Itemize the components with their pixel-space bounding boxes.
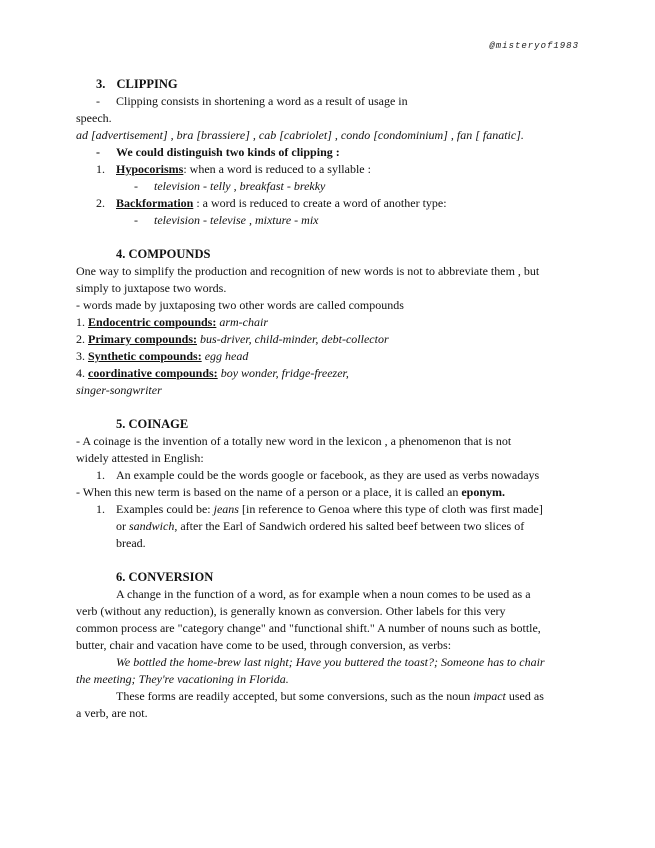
compounds-heading: 4. COMPOUNDS bbox=[116, 247, 211, 261]
term: eponym. bbox=[461, 485, 505, 499]
list-item-text: We could distinguish two kinds of clipping : bbox=[116, 145, 340, 159]
list-item bbox=[76, 314, 268, 331]
example-text: singer-songwriter bbox=[76, 383, 162, 397]
paragraph-text bbox=[116, 688, 544, 705]
list-item bbox=[96, 195, 447, 212]
term: Hypocorisms bbox=[116, 162, 184, 176]
list-item bbox=[96, 93, 408, 110]
list-item-text: or bbox=[116, 519, 129, 533]
bullet-dash: - bbox=[134, 213, 138, 227]
conversion-heading: 6. CONVERSION bbox=[116, 570, 214, 584]
term: Primary compounds: bbox=[88, 332, 197, 346]
term: coordinative compounds: bbox=[88, 366, 218, 380]
list-item bbox=[76, 348, 248, 365]
example-text: the meeting; They're vacationing in Florida. bbox=[76, 672, 289, 686]
list-number: 1. bbox=[76, 315, 88, 329]
example-text: egg head bbox=[201, 349, 249, 363]
list-item bbox=[134, 212, 319, 229]
example-text: television - telly , breakfast - brekky bbox=[154, 179, 326, 193]
paragraph-text: One way to simplify the production and recognition of new words is not to abbreviate them , but bbox=[76, 264, 540, 278]
paragraph-text: Clipping consists in shortening a word as a result of usage in bbox=[116, 94, 408, 108]
bullet-dash: - bbox=[96, 94, 100, 108]
heading-number: 3. bbox=[96, 77, 106, 91]
list-number: 1. bbox=[96, 502, 105, 516]
example-text: jeans bbox=[213, 502, 239, 516]
coinage-heading: 5. COINAGE bbox=[116, 417, 189, 431]
example-text: sandwich bbox=[129, 519, 175, 533]
clipping-examples: ad [advertisement] , bra [brassiere] , cab [cabriolet] , condo [condominium] , fan [ fanatic]. bbox=[76, 128, 524, 142]
list-item bbox=[96, 501, 543, 518]
example-text: We bottled the home-brew last night; Have you buttered the toast?; Someone has to chair bbox=[116, 655, 545, 669]
watermark: @misteryof1983 bbox=[489, 41, 579, 51]
term: Backformation bbox=[116, 196, 194, 210]
paragraph-text: - A coinage is the invention of a totally new word in the lexicon , a phenomenon that is not bbox=[76, 434, 512, 448]
list-number: 3. bbox=[76, 349, 88, 363]
paragraph-text: speech. bbox=[76, 111, 112, 125]
list-item bbox=[134, 178, 326, 195]
list-number: 1. bbox=[96, 468, 105, 482]
list-item bbox=[96, 467, 540, 484]
paragraph-text: a verb, are not. bbox=[76, 706, 148, 720]
paragraph-text: A change in the function of a word, as for example when a noun comes to be used as a bbox=[116, 587, 531, 601]
list-number: 2. bbox=[96, 196, 105, 210]
paragraph-text: common process are "category change" and "functional shift." A number of nouns such as bottle, bbox=[76, 621, 541, 635]
term: Synthetic compounds: bbox=[88, 349, 202, 363]
definition: : a word is reduced to create a word of another type: bbox=[193, 196, 447, 210]
paragraph-text: verb (without any reduction), is generally known as conversion. Other labels for this very bbox=[76, 604, 506, 618]
list-item-text: [in reference to Genoa where this type of cloth was first made] bbox=[238, 502, 543, 516]
example-text: impact bbox=[473, 689, 506, 703]
list-item-text: bread. bbox=[116, 536, 146, 550]
paragraph-text: These forms are readily accepted, but some conversions, such as the noun bbox=[116, 689, 474, 703]
list-number: 1. bbox=[96, 162, 105, 176]
list-number: 4. bbox=[76, 366, 88, 380]
paragraph-text: butter, chair and vacation have come to be used, through conversion, as verbs: bbox=[76, 638, 452, 652]
paragraph-text bbox=[76, 484, 505, 501]
list-item bbox=[76, 331, 389, 348]
example-text: boy wonder, fridge-freezer, bbox=[217, 366, 349, 380]
list-number: 2. bbox=[76, 332, 88, 346]
list-item bbox=[96, 144, 340, 161]
paragraph-text: - words made by juxtaposing two other words are called compounds bbox=[76, 298, 404, 312]
example-text: television - televise , mixture - mix bbox=[154, 213, 319, 227]
list-item-text: , after the Earl of Sandwich ordered his salted beef between two slices of bbox=[174, 519, 525, 533]
paragraph-text: - When this new term is based on the name of a person or a place, it is called an bbox=[76, 485, 462, 499]
definition: : when a word is reduced to a syllable : bbox=[183, 162, 371, 176]
bullet-dash: - bbox=[134, 179, 138, 193]
paragraph-text: used as bbox=[505, 689, 544, 703]
paragraph-text: simply to juxtapose two words. bbox=[76, 281, 227, 295]
paragraph-text: widely attested in English: bbox=[76, 451, 204, 465]
list-item-text: Examples could be: bbox=[116, 502, 214, 516]
term: Endocentric compounds: bbox=[88, 315, 217, 329]
list-item bbox=[76, 365, 349, 382]
list-item-text: An example could be the words google or facebook, as they are used as verbs nowadays bbox=[116, 468, 540, 482]
list-item-text bbox=[116, 518, 524, 535]
example-text: bus-driver, child-minder, debt-collector bbox=[197, 332, 389, 346]
clipping-heading bbox=[96, 76, 178, 93]
list-item bbox=[96, 161, 371, 178]
bullet-dash: - bbox=[96, 145, 100, 159]
heading-text: CLIPPING bbox=[116, 77, 178, 91]
example-text: arm-chair bbox=[216, 315, 269, 329]
